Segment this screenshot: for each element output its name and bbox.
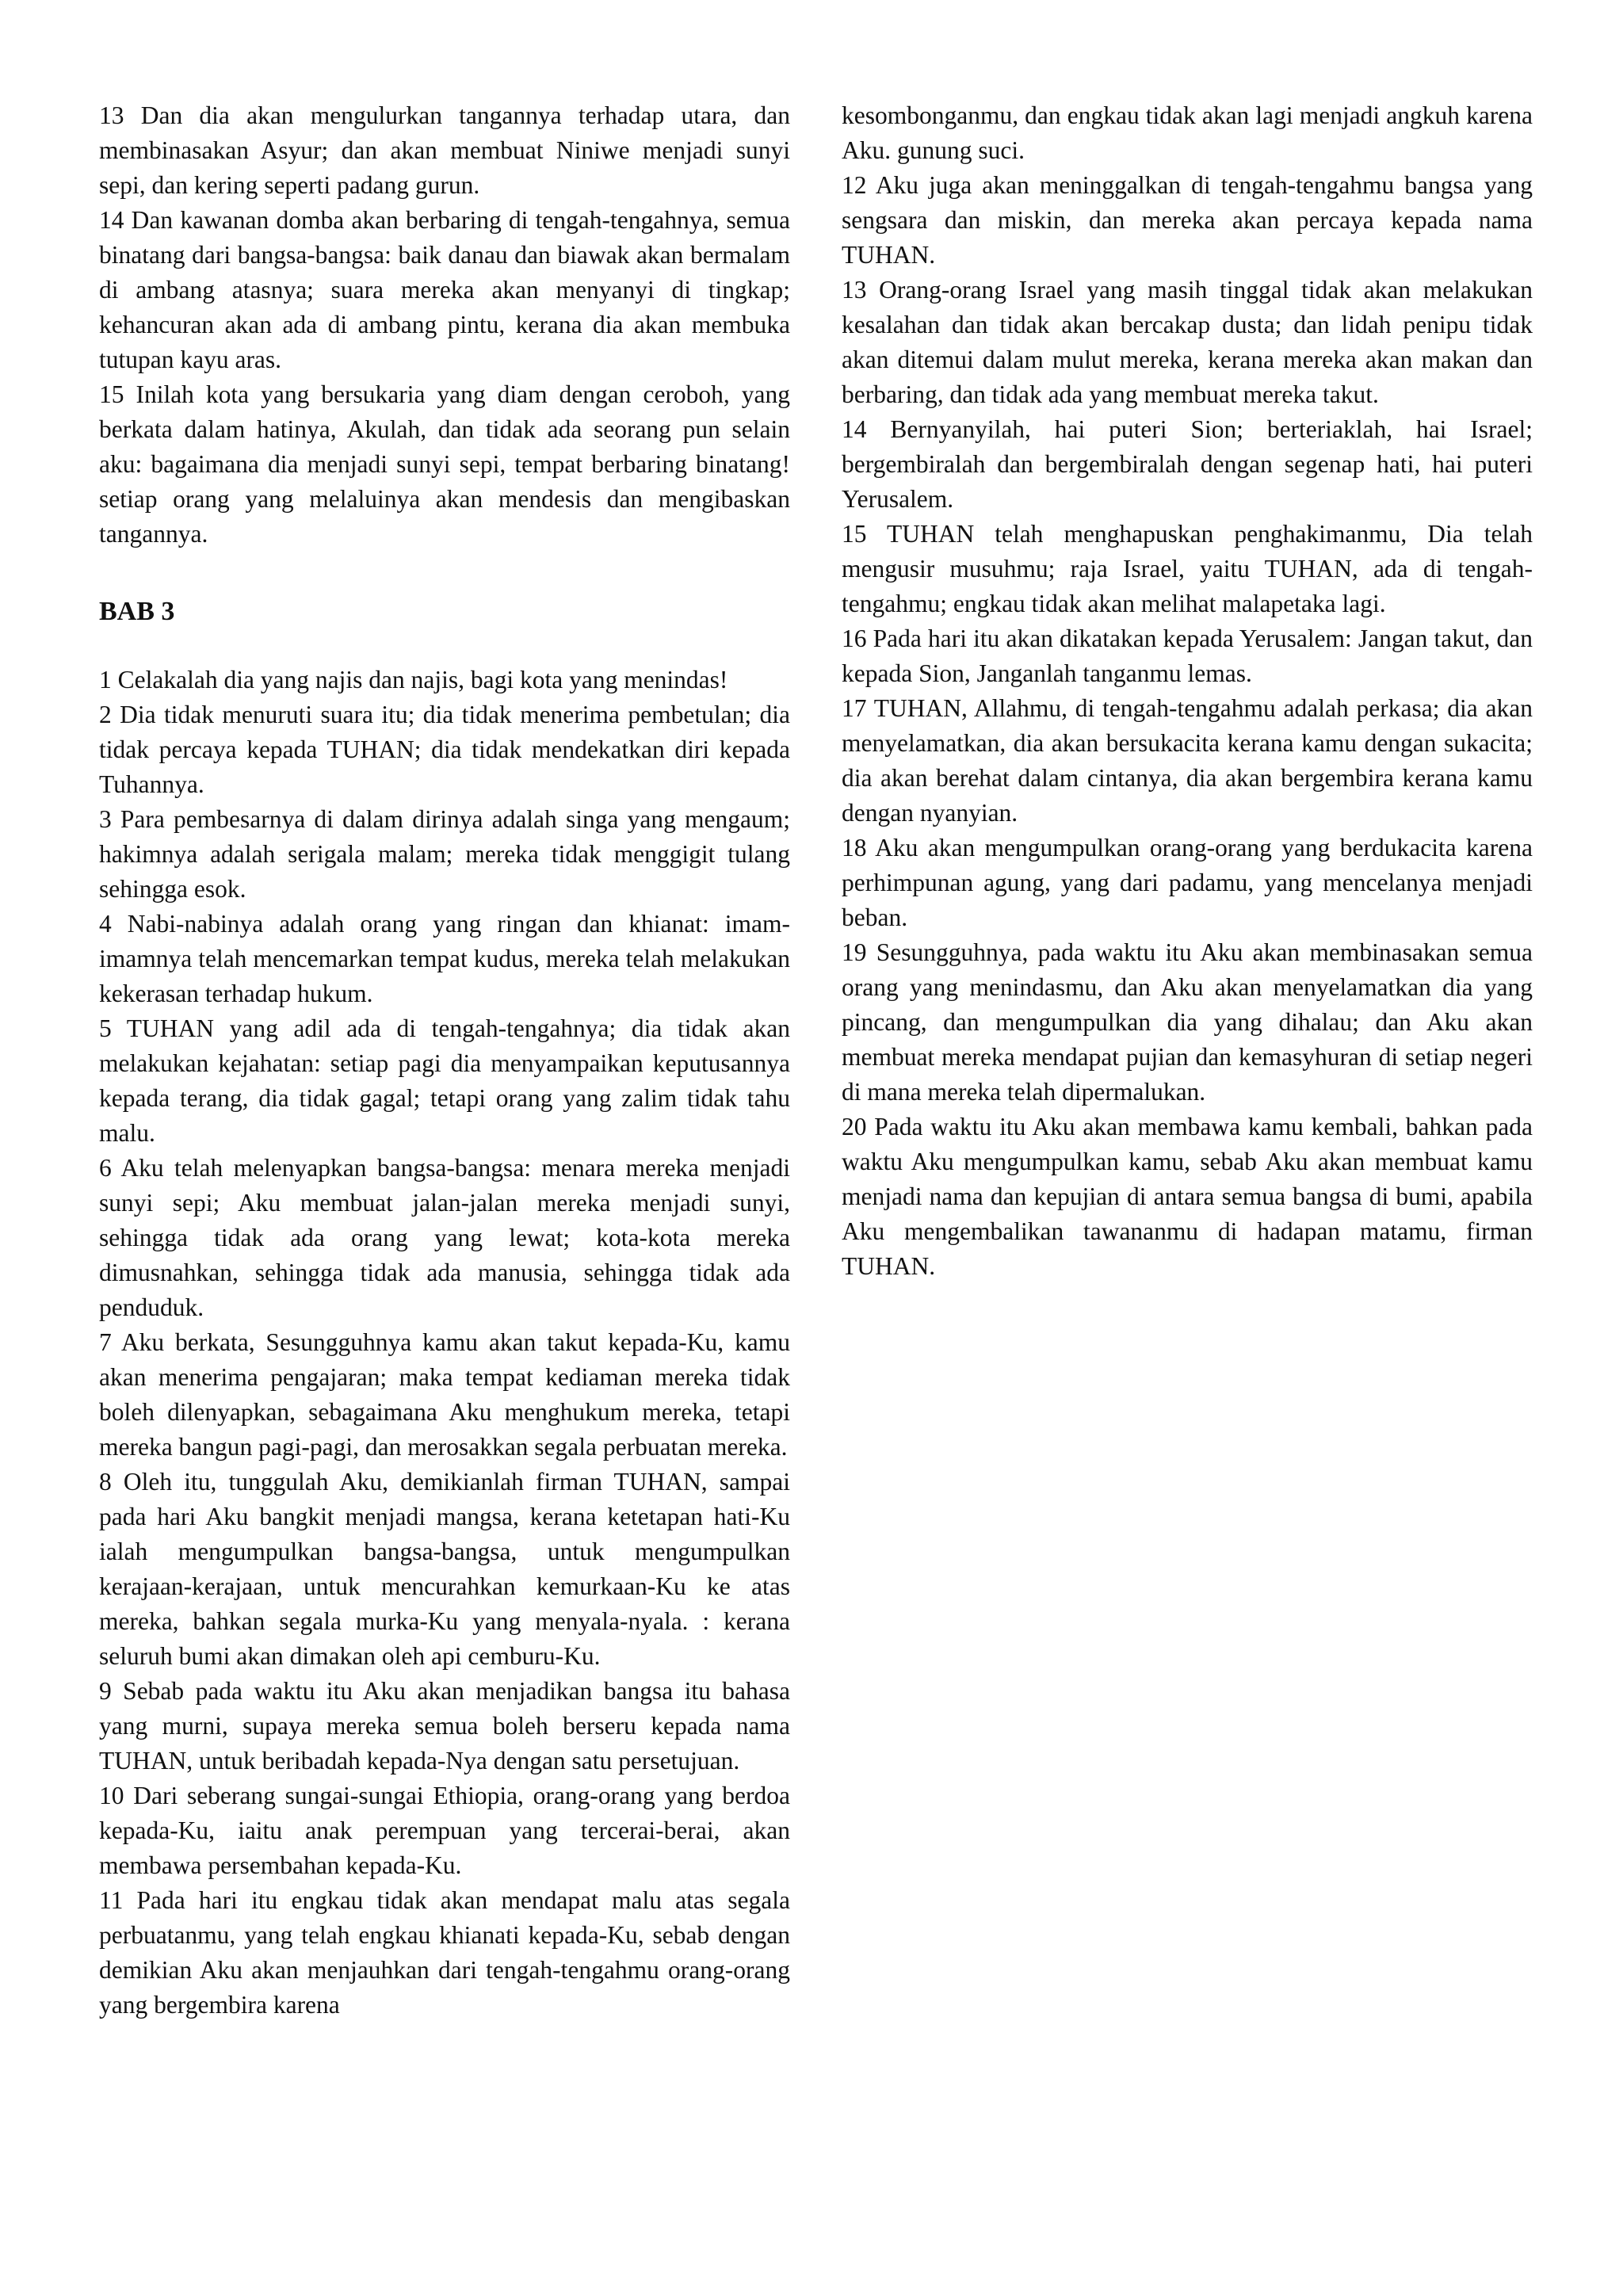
- verse: 2 Dia tidak menuruti suara itu; dia tidak menerima pembetulan; dia tidak percaya kepada TUHAN; dia tidak mendekatkan diri kepada Tuhannya.: [99, 701, 790, 798]
- verse: 16 Pada hari itu akan dikatakan kepada Yerusalem: Jangan takut, dan kepada Sion, Janganlah tanganmu lemas.: [842, 625, 1533, 687]
- verse: 18 Aku akan mengumpulkan orang-orang yang berdukacita karena perhimpunan agung, yang dari padamu, yang mencelanya menjadi beban.: [842, 834, 1533, 931]
- verse: 1 Celakalah dia yang najis dan najis, bagi kota yang menindas!: [99, 666, 728, 693]
- chapter-heading: BAB 3: [99, 597, 175, 626]
- verse: 13 Orang-orang Israel yang masih tinggal tidak akan melakukan kesalahan dan tidak akan bercakap dusta; dan lidah penipu tidak akan ditemui dalam mulut mereka, kerana mereka akan makan dan berbaring, dan tidak ada yang membuat mereka takut.: [842, 276, 1533, 408]
- verse: 8 Oleh itu, tunggulah Aku, demikianlah firman TUHAN, sampai pada hari Aku bangkit menjadi mangsa, kerana ketetapan hati-Ku ialah mengumpulkan bangsa-bangsa, untuk mengumpulkan kerajaan-kerajaan, untuk mencurahkan kemurkaan-Ku ke atas mereka, bahkan segala murka-Ku yang menyala-nyala. : kerana seluruh bumi akan dimakan oleh api cemburu-Ku.: [99, 1468, 790, 1670]
- verse: 13 Dan dia akan mengulurkan tangannya terhadap utara, dan membinasakan Asyur; dan akan membuat Niniwe menjadi sunyi sepi, dan kering seperti padang gurun.: [99, 101, 790, 199]
- verse: 3 Para pembesarnya di dalam dirinya adalah singa yang mengaum; hakimnya adalah serigala malam; mereka tidak menggigit tulang sehingga esok.: [99, 805, 790, 903]
- verse: 15 TUHAN telah menghapuskan penghakimanmu, Dia telah mengusir musuhmu; raja Israel, yaitu TUHAN, ada di tengah-tengahmu; engkau tidak akan melihat malapetaka lagi.: [842, 520, 1533, 617]
- verse-continuation: kesombonganmu, dan engkau tidak akan lagi menjadi angkuh karena Aku. gunung suci.: [842, 101, 1533, 164]
- verse: 11 Pada hari itu engkau tidak akan mendapat malu atas segala perbuatanmu, yang telah engkau khianati kepada-Ku, sebab dengan demikian Aku akan menjauhkan dari tengah-tengahmu orang-orang yang bergembira karena: [99, 1886, 790, 2019]
- verse: 20 Pada waktu itu Aku akan membawa kamu kembali, bahkan pada waktu Aku mengumpulkan kamu, sebab Aku akan membuat kamu menjadi nama dan kepujian di antara semua bangsa di bumi, apabila Aku mengembalikan tawananmu di hadapan matamu, firman TUHAN.: [842, 1113, 1533, 1280]
- right-column: [842, 98, 1533, 1284]
- verse: 5 TUHAN yang adil ada di tengah-tengahnya; dia tidak akan melakukan kejahatan: setiap pagi dia menyampaikan keputusannya kepada terang, dia tidak gagal; tetapi orang yang zalim tidak tahu malu.: [99, 1014, 790, 1147]
- verse: 4 Nabi-nabinya adalah orang yang ringan dan khianat: imam-imamnya telah mencemarkan tempat kudus, mereka telah melakukan kekerasan terhadap hukum.: [99, 910, 790, 1007]
- verse: 19 Sesungguhnya, pada waktu itu Aku akan membinasakan semua orang yang menindasmu, dan Aku akan menyelamatkan dia yang pincang, dan mengumpulkan dia yang dihalau; dan Aku akan membuat mereka mendapat pujian dan kemasyhuran di setiap negeri di mana mereka telah dipermalukan.: [842, 938, 1533, 1106]
- verse: 10 Dari seberang sungai-sungai Ethiopia, orang-orang yang berdoa kepada-Ku, iaitu anak perempuan yang tercerai-berai, akan membawa persembahan kepada-Ku.: [99, 1782, 790, 1879]
- verse: 14 Dan kawanan domba akan berbaring di tengah-tengahnya, semua binatang dari bangsa-bangsa: baik danau dan biawak akan bermalam di ambang atasnya; suara mereka akan menyanyi di tingkap; kehancuran akan ada di ambang pintu, kerana dia akan membuka tutupan kayu aras.: [99, 206, 790, 373]
- verse: 15 Inilah kota yang bersukaria yang diam dengan ceroboh, yang berkata dalam hatinya, Akulah, dan tidak ada seorang pun selain aku: bagaimana dia menjadi sunyi sepi, tempat berbaring binatang! setiap orang yang melaluinya akan mendesis dan mengibaskan tangannya.: [99, 380, 790, 548]
- verse: 7 Aku berkata, Sesungguhnya kamu akan takut kepada-Ku, kamu akan menerima pengajaran; maka tempat kediaman mereka tidak boleh dilenyapkan, sebagaimana Aku menghukum mereka, tetapi mereka bangun pagi-pagi, dan merosakkan segala perbuatan mereka.: [99, 1328, 790, 1461]
- verse: 12 Aku juga akan meninggalkan di tengah-tengahmu bangsa yang sengsara dan miskin, dan mereka akan percaya kepada nama TUHAN.: [842, 171, 1533, 269]
- verse: 9 Sebab pada waktu itu Aku akan menjadikan bangsa itu bahasa yang murni, supaya mereka semua boleh berseru kepada nama TUHAN, untuk beribadah kepada-Nya dengan satu persetujuan.: [99, 1677, 790, 1775]
- verse: 17 TUHAN, Allahmu, di tengah-tengahmu adalah perkasa; dia akan menyelamatkan, dia akan bersukacita kerana kamu dengan sukacita; dia akan berehat dalam cintanya, dia akan bergembira kerana kamu dengan nyanyian.: [842, 694, 1533, 827]
- left-column: [99, 98, 790, 2023]
- verse: 14 Bernyanyilah, hai puteri Sion; berteriaklah, hai Israel; bergembiralah dan bergembiralah dengan segenap hati, hai puteri Yerusalem.: [842, 415, 1533, 513]
- verse: 6 Aku telah melenyapkan bangsa-bangsa: menara mereka menjadi sunyi sepi; Aku membuat jalan-jalan mereka menjadi sunyi, sehingga tidak ada orang yang lewat; kota-kota mereka dimusnahkan, sehingga tidak ada manusia, sehingga tidak ada penduduk.: [99, 1154, 790, 1321]
